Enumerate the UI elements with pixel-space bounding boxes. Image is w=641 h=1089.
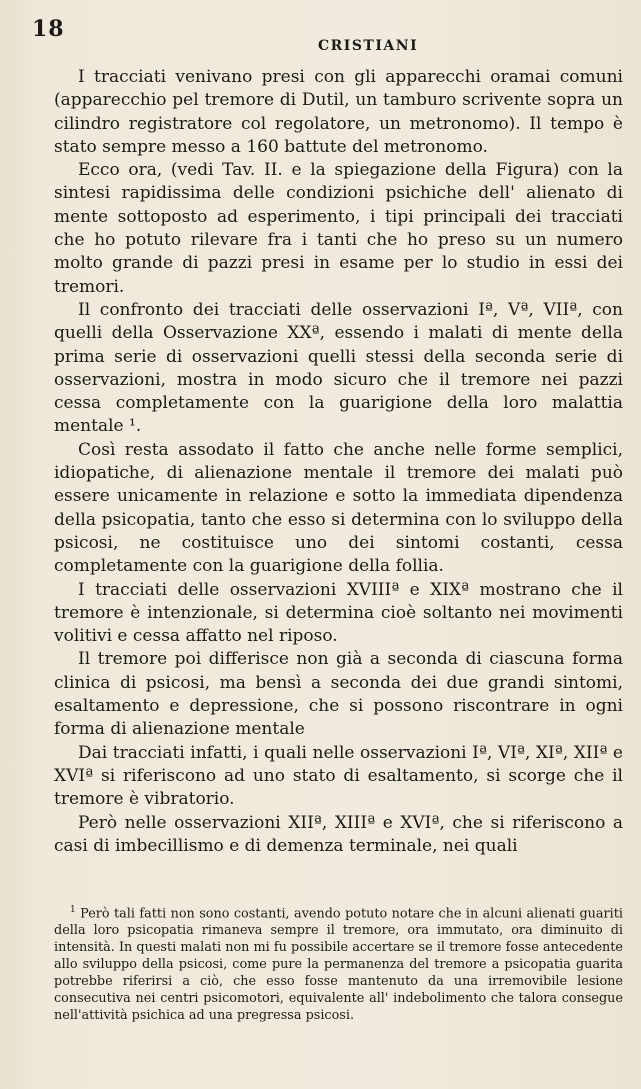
paragraph: Però nelle osservazioni XIIª, XIIIª e XVIª, che si riferiscono a casi di imbecillismo e di demenza terminale, nei quali [54, 812, 623, 856]
paragraph: Il confronto dei tracciati delle osservazioni Iª, Vª, VIIª, con quelli della Osservazione XXª, essendo i malati di mente della prima serie di osservazioni quelli stessi della seconda serie di osservazioni, mostra in modo sicuro che il tremore nei pazzi cessa completamente con la guarigione della loro malattia mentale ¹. [54, 299, 623, 437]
page-header [0, 16, 641, 56]
footnote [54, 902, 623, 1024]
footnote-text: Però tali fatti non sono costanti, avendo potuto notare che in alcuni alienati guariti della loro psicopatia rimaneva sempre il tremore, ora immutato, ora diminuito di intensità. In questi malati non mi fu possibile accertare se il tremore fosse antecedente allo sviluppo della psicosi, come pure la permanenza del tremore a psicopatia guarita potrebbe riferirsi a ciò, che esso fosse mantenuto da una irremovibile lesione consecutiva nei centri psicomotori, equivalente all' indebolimento che talora consegue nell'attività psichica ad una pregressa psicosi. [54, 906, 623, 1024]
running-title: CRISTIANI [318, 38, 419, 54]
paragraph: Il tremore poi differisce non già a seconda di ciascuna forma clinica di psicosi, ma bensì a seconda dei due grandi sintomi, esaltamento e depressione, che si possono riscontrare in ogni forma di alienazione mentale [54, 649, 623, 740]
footnotes [54, 902, 623, 1024]
footnote-mark: 1 [70, 905, 76, 915]
page-number: 18 [32, 16, 65, 42]
paragraph: I tracciati venivano presi con gli apparecchi oramai comuni (apparecchio pel tremore di Dutil, un tamburo scrivente sopra un cilindro registratore col regolatore, un metronomo). Il tempo è stato sempre messo a 160 battute del metronomo. [54, 67, 623, 157]
paragraph: I tracciati delle osservazioni XVIIIª e XIXª mostrano che il tremore è intenzionale, si determina cioè soltanto nei movimenti volitivi e cessa affatto nel riposo. [54, 579, 623, 647]
paragraph: Dai tracciati infatti, i quali nelle osservazioni Iª, VIª, XIª, XIIª e XVIª si riferiscono ad uno stato di esaltamento, si scorge che il tremore è vibratorio. [54, 742, 623, 810]
paragraph: Così resta assodato il fatto che anche nelle forme semplici, idiopatiche, di alienazione mentale il tremore dei malati può essere unicamente in relazione e sotto la immediata dipendenza della psicopatia, tanto che esso si determina con lo sviluppo della psicosi, ne costituisce uno dei sintomi costanti, cessa completamente con la guarigione della follia. [54, 439, 623, 577]
body-text [54, 66, 623, 858]
paragraph: Ecco ora, (vedi Tav. II. e la spiegazione della Figura) con la sintesi rapidissima delle condizioni psichiche dell' alienato di mente sottoposto ad esperimento, i tipi principali dei tracciati che ho potuto rilevare fra i tanti che ho preso su un numero molto grande di pazzi presi in esame per lo studio in essi dei tremori. [54, 160, 623, 297]
